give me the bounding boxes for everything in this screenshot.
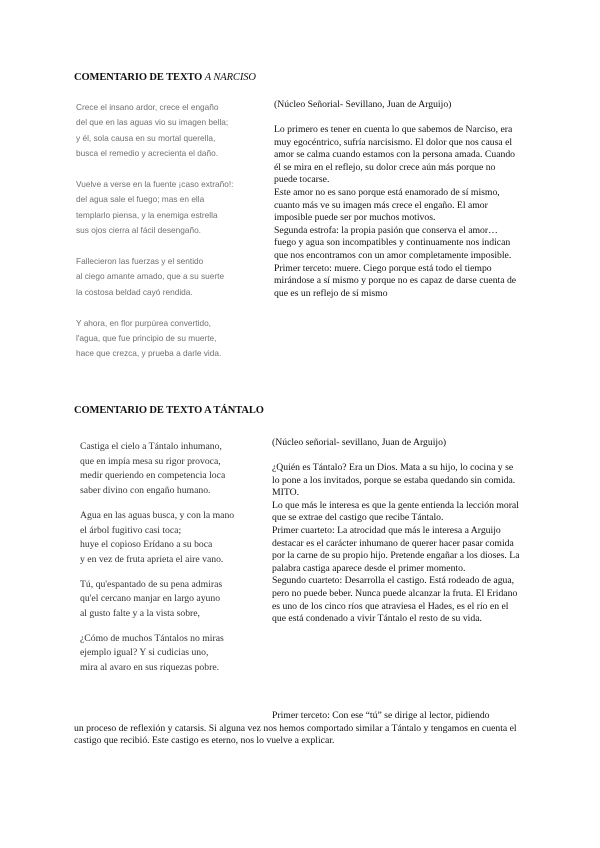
poem-line: medir queriendo en competencia loca: [80, 470, 226, 482]
poem-line: Castiga el cielo a Tántalo inhumano,: [80, 441, 222, 452]
poem-line: del agua sale el fuego; mas en ella: [76, 194, 205, 205]
tantalo-paragraph-2: Lo que más le interesa es que la gente entienda la lección moral que se extrae del castigo que recibe Tántalo.: [272, 499, 519, 524]
poem-line: ¿Cómo de muchos Tántalos no miras: [80, 632, 224, 644]
narciso-paragraph-4: Primer terceto: muere. Ciego porque está todo el tiempo mirándose a sí mismo y porque no es capaz de darse cuenta de que es un reflejo de sí mismo: [274, 262, 517, 299]
tantalo-paragraph-4: Segundo cuarteto: Desarrolla el castigo. Está rodeado de agua, pero no puede beber. Nunca puede alcanzar la fruta. El Eridano es uno de los cinco ríos que atraviesa el Hades, es el río en el que está condenado a vivir Tántalo el resto de su vida.: [272, 575, 518, 625]
poem-line: busca el remedio y acrecienta el daño.: [76, 148, 219, 159]
poem-line: Fallecieron las fuerzas y el sentido: [76, 256, 204, 267]
poem-stanza: [76, 177, 266, 239]
section2-heading: COMENTARIO DE TEXTO A TÁNTALO: [74, 405, 264, 416]
poem-line: hace que crezca, y prueba a darle vida.: [76, 348, 222, 359]
tantalo-commentary: [272, 437, 522, 626]
poem-stanza: [76, 254, 266, 300]
tail-rest: un proceso de reflexión y catarsis. Si alguna vez nos hemos comportado similar a Tántalo y tengamos en cuenta el castigo que recibió. Este castigo es eterno, nos lo vuelve a explicar.: [74, 722, 517, 747]
poem-line: del que en las aguas vio su imagen bella;: [76, 117, 229, 128]
poem-line: huye el copioso Erídano a su boca: [80, 539, 213, 551]
poem-line: qu'el cercano manjar en largo ayuno: [80, 593, 221, 605]
narciso-paragraph-2: Este amor no es sano porque está enamorado de sí mismo, cuanto más ve su imagen más crece el engaño. El amor imposible puede ser por muchos motivos.: [274, 187, 500, 224]
poem-line: y él, sola causa en su mortal querella,: [76, 132, 216, 143]
section1-heading-title: A NARCISO: [204, 72, 256, 83]
tantalo-poem: [80, 440, 266, 686]
narciso-commentary: [274, 99, 519, 300]
tail-first-line: Primer terceto: Con ese “tú” se dirige al lector, pidiendo: [272, 710, 490, 721]
poem-line: Crece el insano ardor, crece el engaño: [76, 102, 219, 112]
poem-stanza: [80, 632, 266, 676]
poem-line: sus ojos cierra al fácil desengaño.: [76, 225, 201, 236]
narciso-paragraph-1: Lo primero es tener en cuenta lo que sabemos de Narciso, era muy egocéntrico, sufría narcisismo. El dolor que nos causa el amor se calma cuando estamos con la persona amada. Cuando él se mira en el reflejo, su dolor crece aún más porque no puede tocarse.: [274, 124, 516, 186]
section1-heading-prefix: COMENTARIO DE TEXTO: [74, 72, 203, 83]
poem-stanza: [76, 316, 266, 362]
poem-line: Y ahora, en flor purpúrea convertido,: [76, 317, 211, 328]
narciso-poem-image: [76, 100, 266, 377]
poem-line: y en vez de fruta aprieta el aire vano.: [80, 553, 224, 565]
poem-line: al ciego amante amado, que a su suerte: [76, 271, 225, 282]
poem-line: Vuelve a verse en la fuente ¡caso extraño!:: [76, 179, 234, 190]
tantalo-paragraph-3: Primer cuarteto: La atrocidad que más le interesa a Arguijo destacar es el carácter inhumano de querer hacer pasar comida por la carne de su propio hijo. Pretende engañar a los dioses. La palabra castiga aparece desde el primer momento.: [272, 525, 520, 574]
tantalo-paragraph-1: ¿Quién es Tántalo? Era un Dios. Mata a su hijo, lo cocina y se lo pone a los invitados, porque se estaba quedando sin comida. MITO.: [272, 462, 516, 499]
poem-line: la costosa beldad cayó rendida.: [76, 286, 193, 297]
tantalo-subtitle: (Núcleo señorial- sevillano, Juan de Arguijo): [272, 437, 447, 448]
narciso-subtitle: (Núcleo Señorial- Sevillano, Juan de Arguijo): [274, 99, 452, 110]
poem-stanza: [80, 440, 266, 499]
poem-stanza: [80, 509, 266, 568]
poem-line: el árbol fugitivo casi toca;: [80, 524, 182, 536]
poem-line: mira al avaro en sus riquezas pobre.: [80, 662, 220, 674]
poem-line: Tú, qu'espantado de su pena admiras: [80, 578, 223, 590]
poem-stanza: [80, 578, 266, 622]
poem-stanza: [76, 100, 266, 162]
section1-heading: [74, 72, 256, 83]
tantalo-final-paragraph: [74, 710, 534, 748]
poem-line: que en impía mesa su rigor provoca,: [80, 455, 221, 467]
narciso-paragraph-3: Segunda estrofa: la propia pasión que conserva el amor…fuego y agua son incompatibles y continuamente nos indican que nos encontramos con un amor completamente imposible.: [274, 224, 512, 262]
poem-line: al gusto falte y a la vista sobre,: [80, 608, 200, 620]
poem-line: templarlo piensa, y la enemiga estrella: [76, 209, 218, 220]
poem-line: saber divino con engaño humano.: [80, 485, 211, 497]
poem-line: l'agua, que fue principio de su muerte,: [76, 333, 217, 344]
poem-line: ejemplo igual? Y si cudicias uno,: [80, 647, 209, 659]
poem-line: Agua en las aguas busca, y con la mano: [80, 509, 235, 521]
